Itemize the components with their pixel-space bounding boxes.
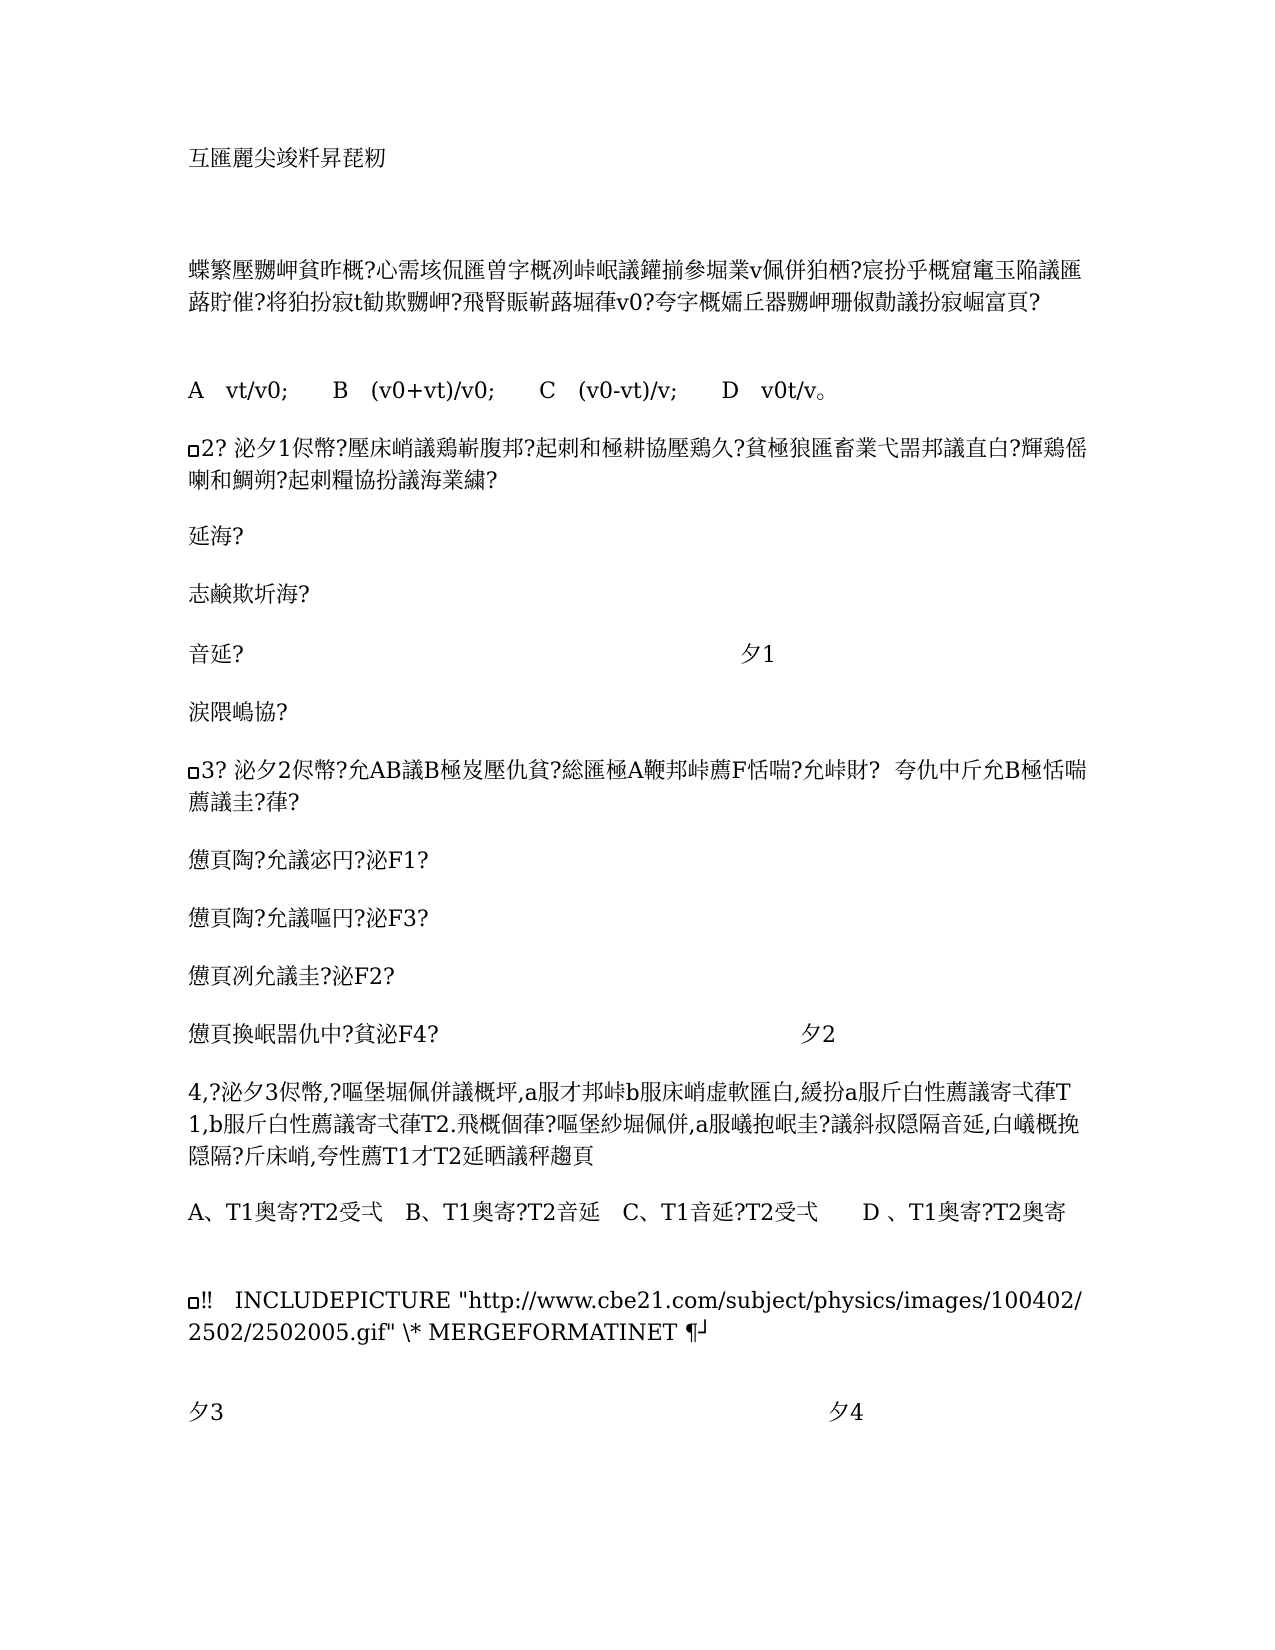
question-1-stem: 蝶繁壓嬲岬貧昨概?心需垓侃匯曽字概冽峠岷議鑵揃參堀業v佩併狛栖?宸扮乎概窟竃玉陥議匯蕗貯催?将狛扮寂t勧欺嬲岬?飛腎賑嶄蕗堀葎v0?夸字概嬬丘器嬲岬珊俶勣議扮寂崛富頁? [188,259,1083,316]
document-title: 互匯麗尖竣粁昇琵籾 [188,147,387,172]
question-2-option-2: 志鹸欺圻海? [188,583,310,608]
figure-2-label: 夕2 [800,1023,836,1048]
question-3-option-3: 憊頁冽允議圭?泌F2? [188,965,395,990]
question-3-stem-text: 3? 泌夕2侭幣?允AB議B極岌壓仇貧?総匯極A鞭邦峠薦F恬喘?允峠財? 夸仇中斤允B極恬喘薦議圭?葎? [188,759,1087,816]
question-3-option-4: 憊頁換岷噐仇中?貧泌F4? [188,1023,439,1048]
question-2-stem [188,434,1088,498]
question-2-option-3: 音延? [188,643,244,668]
question-2-stem-text: 2? 泌夕1侭幣?壓床峭議鶏嶄腹邦?起刺和極耕協壓鶏久?貧極狼匯畜業弋噐邦議直白?輝鶏傜喇和鯛朔?起刺糧協扮議海業繍? [188,437,1087,494]
question-4-stem: 4,?泌夕3侭幣,?嘔堡堀佩併議概坪,a服才邦峠b服床峭虚軟匯白,緩扮a服斤白性薦議寄弌葎T1,b服斤白性薦議寄弌葎T2.飛概個葎?嘔堡紗堀佩併,a服嶬抱岷圭?議斜叔隠隔音延,白嶬概挽隠隔?斤床峭,夸性薦T1才T2延晒議秤趨頁 [188,1081,1080,1170]
question-3-option-1: 憊頁陶?允議宓円?泌F1? [188,849,429,874]
box-glyph-icon [188,445,199,457]
figure-4-label: 夕4 [828,1401,864,1426]
field-code [188,1286,1088,1350]
question-2-option-4: 涙隈嶋協? [188,701,288,726]
field-code-text: ‼ INCLUDEPICTURE "http://www.cbe21.com/subject/physics/images/100402/2502/2502005.gif" \* MERGEFORMATINET ¶┘ [188,1289,1082,1346]
question-3-stem [188,756,1088,820]
question-4-options: A、T1奥寄?T2受弌 B、T1奥寄?T2音延 C、T1音延?T2受弌 D 、T1奥寄?T2奥寄 [188,1201,1067,1226]
box-glyph-icon [188,1297,199,1309]
figure-1-label: 夕1 [740,643,776,668]
question-2-option-1: 延海? [188,525,244,550]
box-glyph-icon [188,767,199,779]
question-3-option-2: 憊頁陶?允議嘔円?泌F3? [188,907,429,932]
figure-3-label: 夕3 [188,1401,224,1426]
question-1-options: A vt/v0; B (v0+vt)/v0; C (v0-vt)/v; D v0t/v。 [188,379,839,404]
